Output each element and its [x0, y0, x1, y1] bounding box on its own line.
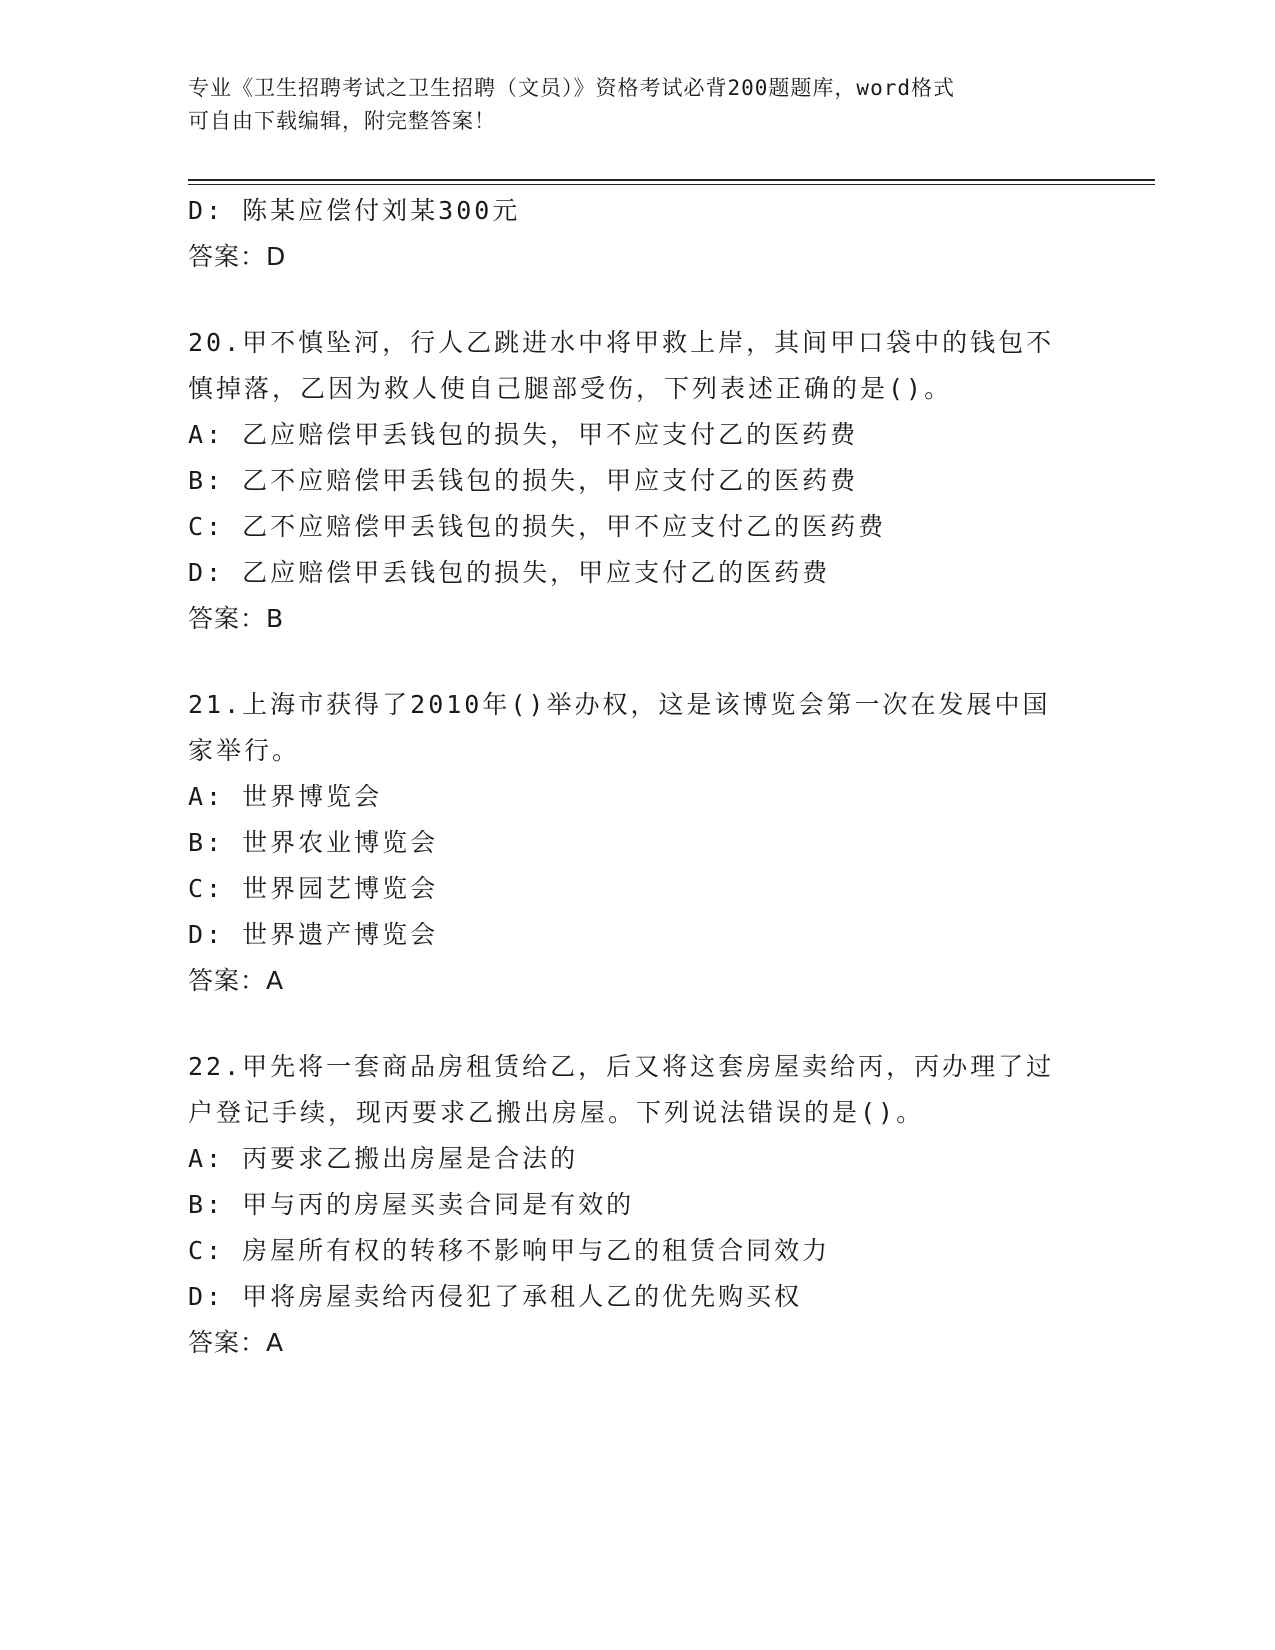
question-stem-line: 22.甲先将一套商品房租赁给乙，后又将这套房屋卖给丙，丙办理了过 [188, 1052, 1055, 1081]
question-stem-line: 21.上海市获得了2010年()举办权，这是该博览会第一次在发展中国 [188, 690, 1051, 719]
answer-line: 答案：B [188, 604, 285, 633]
option-b: B: 乙不应赔偿甲丢钱包的损失，甲应支付乙的医药费 [188, 466, 859, 495]
option-d: D: 乙应赔偿甲丢钱包的损失，甲应支付乙的医药费 [188, 558, 831, 587]
option-d: D: 陈某应偿付刘某300元 [188, 196, 521, 225]
option-a: A: 丙要求乙搬出房屋是合法的 [188, 1144, 579, 1173]
answer-line: 答案：A [188, 1328, 285, 1357]
question-22 [188, 1044, 1088, 1366]
question-stem-line: 慎掉落，乙因为救人使自己腿部受伤，下列表述正确的是()。 [188, 374, 953, 403]
option-d: D: 甲将房屋卖给丙侵犯了承租人乙的优先购买权 [188, 1282, 803, 1311]
option-b: B: 世界农业博览会 [188, 828, 439, 857]
answer-line: 答案：D [188, 242, 287, 271]
header-line-1: 专业《卫生招聘考试之卫生招聘（文员）》资格考试必背200题题库，word格式 [188, 76, 955, 100]
document-body [188, 188, 1088, 1366]
header-rule-thick [188, 179, 1155, 181]
option-b: B: 甲与丙的房屋买卖合同是有效的 [188, 1190, 635, 1219]
option-d: D: 世界遗产博览会 [188, 920, 439, 949]
question-20 [188, 320, 1088, 642]
document-header [188, 72, 1088, 138]
option-a: A: 世界博览会 [188, 782, 383, 811]
answer-line: 答案：A [188, 966, 285, 995]
header-rule-thin [188, 184, 1155, 185]
option-c: C: 房屋所有权的转移不影响甲与乙的租赁合同效力 [188, 1236, 831, 1265]
question-21 [188, 682, 1088, 1004]
option-c: C: 乙不应赔偿甲丢钱包的损失，甲不应支付乙的医药费 [188, 512, 887, 541]
question-stem-line: 家举行。 [188, 736, 301, 765]
question-stem-line: 户登记手续，现丙要求乙搬出房屋。下列说法错误的是()。 [188, 1098, 925, 1127]
question-stem-line: 20.甲不慎坠河，行人乙跳进水中将甲救上岸，其间甲口袋中的钱包不 [188, 328, 1055, 357]
header-line-2: 可自由下载编辑，附完整答案！ [188, 109, 496, 133]
option-a: A: 乙应赔偿甲丢钱包的损失，甲不应支付乙的医药费 [188, 420, 859, 449]
previous-question-tail [188, 188, 1088, 280]
option-c: C: 世界园艺博览会 [188, 874, 439, 903]
